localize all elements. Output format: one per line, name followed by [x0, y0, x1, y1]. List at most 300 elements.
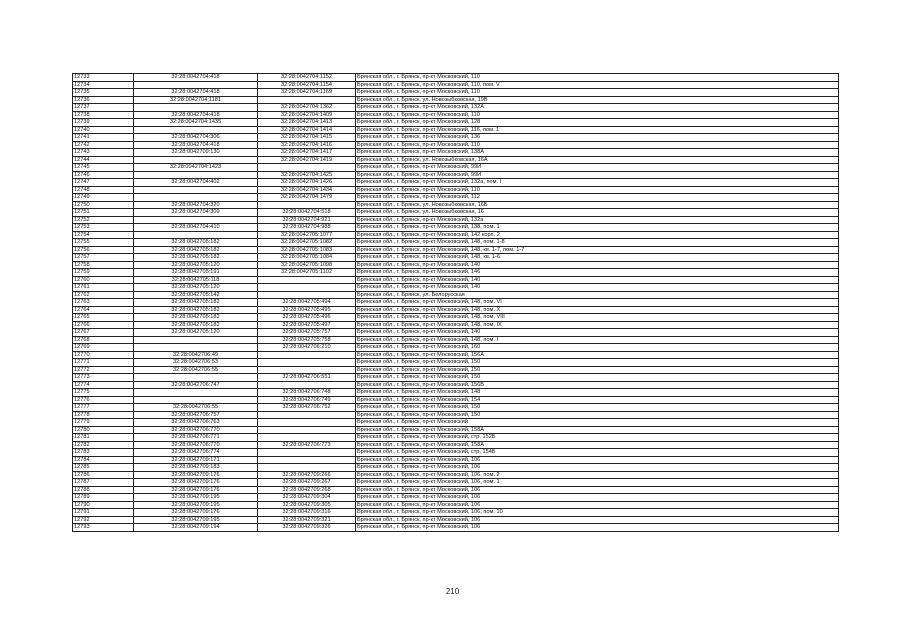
parcel-number-cell: 32:28:0042704:306	[134, 134, 258, 142]
parcel-number-cell	[134, 216, 258, 224]
object-number-cell	[258, 351, 356, 359]
row-number-cell: 12754	[73, 231, 134, 239]
table-row	[73, 284, 839, 292]
table-row	[73, 501, 839, 509]
address-cell: Брянская обл., г. Брянск, пр-кт Московский, 110	[356, 89, 839, 97]
row-number-cell: 12792	[73, 516, 134, 524]
address-cell: Брянская обл., г. Брянск, пр-кт Московский, стр. 152Б	[356, 434, 839, 442]
table-row	[73, 179, 839, 187]
table-row	[73, 404, 839, 412]
address-cell: Брянская обл., г. Брянск, пр-кт Московский, 106	[356, 516, 839, 524]
object-number-cell	[258, 381, 356, 389]
table-row	[73, 89, 839, 97]
object-number-cell	[258, 276, 356, 284]
object-number-cell: 32:28:0042709:268	[258, 486, 356, 494]
table-row	[73, 134, 839, 142]
table-row	[73, 336, 839, 344]
object-number-cell: 32:28:0042709:316	[258, 509, 356, 517]
object-number-cell: 32:28:0042704:1409	[258, 111, 356, 119]
address-cell: Брянская обл., г. Брянск, пр-кт Московский, 148, кв. 1-6	[356, 254, 839, 262]
object-number-cell: 32:28:0042706:551	[258, 374, 356, 382]
row-number-cell: 12785	[73, 464, 134, 472]
object-number-cell: 32:28:0042709:305	[258, 501, 356, 509]
row-number-cell: 12761	[73, 284, 134, 292]
address-cell: Брянская обл., г. Брянск, пр-кт Московский, 106	[356, 501, 839, 509]
table-row	[73, 359, 839, 367]
cadastral-table	[72, 73, 839, 532]
row-number-cell: 12766	[73, 321, 134, 329]
parcel-number-cell	[134, 186, 258, 194]
table-row	[73, 486, 839, 494]
table-row	[73, 389, 839, 397]
parcel-number-cell: 32:28:0042709:195	[134, 516, 258, 524]
table-row	[73, 126, 839, 134]
object-number-cell: 32:28:0042704:1154	[258, 81, 356, 89]
table-row	[73, 509, 839, 517]
row-number-cell: 12741	[73, 134, 134, 142]
address-cell: Брянская обл., г. Брянск, пр-кт Московский, 106, пом. 2	[356, 471, 839, 479]
address-cell: Брянская обл., г. Брянск, ул. Новозыбковская, 16А	[356, 156, 839, 164]
table-row	[73, 239, 839, 247]
parcel-number-cell: 32:28:0042704:418	[134, 141, 258, 149]
object-number-cell: 32:28:0042705:1102	[258, 269, 356, 277]
parcel-number-cell: 32:28:0042705:182	[134, 239, 258, 247]
row-number-cell: 12789	[73, 494, 134, 502]
object-number-cell: 32:28:0042704:1152	[258, 74, 356, 82]
table-row	[73, 104, 839, 112]
parcel-number-cell: 32:28:0042709:176	[134, 479, 258, 487]
parcel-number-cell: 32:28:0042706:55	[134, 366, 258, 374]
parcel-number-cell: 32:28:0042709:176	[134, 471, 258, 479]
parcel-number-cell: 32:28:0042709:194	[134, 524, 258, 532]
row-number-cell: 12758	[73, 261, 134, 269]
row-number-cell: 12750	[73, 201, 134, 209]
table-row	[73, 306, 839, 314]
row-number-cell: 12788	[73, 486, 134, 494]
address-cell: Брянская обл., г. Брянск, пр-кт Московский, 106, пом. 1	[356, 479, 839, 487]
address-cell: Брянская обл., г. Брянск, пр-кт Московский, 132а	[356, 216, 839, 224]
object-number-cell: 32:28:0042709:267	[258, 479, 356, 487]
address-cell: Брянская обл., г. Брянск, пр-кт Московский, 146	[356, 269, 839, 277]
object-number-cell	[258, 426, 356, 434]
table-row	[73, 396, 839, 404]
address-cell: Брянская обл., г. Брянск, пр-кт Московский, 128	[356, 119, 839, 127]
address-cell: Брянская обл., г. Брянск, пр-кт Московский, 106	[356, 456, 839, 464]
parcel-number-cell: 32:28:0042709:130	[134, 149, 258, 157]
address-cell: Брянская обл., г. Брянск, пр-кт Московский, 150	[356, 411, 839, 419]
object-number-cell	[258, 201, 356, 209]
parcel-number-cell: 32:28:0042706:757	[134, 411, 258, 419]
parcel-number-cell	[134, 104, 258, 112]
parcel-number-cell: 32:28:0042706:55	[134, 404, 258, 412]
object-number-cell: 32:28:0042705:495	[258, 306, 356, 314]
address-cell: Брянская обл., г. Брянск, пр-кт Московский, 156В	[356, 381, 839, 389]
address-cell: Брянская обл., г. Брянск, пр-кт Московский, 136	[356, 134, 839, 142]
parcel-number-cell	[134, 336, 258, 344]
table-row	[73, 261, 839, 269]
row-number-cell: 12770	[73, 351, 134, 359]
row-number-cell: 12769	[73, 344, 134, 352]
address-cell: Брянская обл., г. Брянск, пр-кт Московский, 140	[356, 329, 839, 337]
table-row	[73, 119, 839, 127]
address-cell: Брянская обл., г. Брянск, пр-кт Московский, 106, пом. 10	[356, 509, 839, 517]
address-cell: Брянская обл., г. Брянск, пр-кт Московский, 150	[356, 366, 839, 374]
parcel-number-cell: 32:28:0042704:1181	[134, 96, 258, 104]
address-cell: Брянская обл., г. Брянск, пр-кт Московский, 112	[356, 194, 839, 202]
table-row	[73, 449, 839, 457]
row-number-cell: 12793	[73, 524, 134, 532]
table-row	[73, 269, 839, 277]
address-cell: Брянская обл., г. Брянск, пр-кт Московский, 140	[356, 261, 839, 269]
object-number-cell: 32:28:0042704:1415	[258, 134, 356, 142]
parcel-number-cell: 32:28:0042706:770	[134, 426, 258, 434]
address-cell: Брянская обл., г. Брянск, пр-кт Московский, 150	[356, 374, 839, 382]
parcel-number-cell: 32:28:0042705:120	[134, 261, 258, 269]
object-number-cell	[258, 411, 356, 419]
parcel-number-cell: 32:28:0042705:142	[134, 291, 258, 299]
row-number-cell: 12786	[73, 471, 134, 479]
table-row	[73, 516, 839, 524]
object-number-cell	[258, 456, 356, 464]
address-cell: Брянская обл., г. Брянск, пр-кт Московский, стр. 154Б	[356, 449, 839, 457]
object-number-cell: 32:28:0042706:210	[258, 344, 356, 352]
object-number-cell: 32:28:0042704:1426	[258, 179, 356, 187]
address-cell: Брянская обл., г. Брянск, пр-кт Московский, 160	[356, 344, 839, 352]
object-number-cell	[258, 419, 356, 427]
address-cell: Брянская обл., г. Брянск, пр-кт Московский, 142 корп. 2	[356, 231, 839, 239]
cadastral-table-body	[73, 74, 839, 532]
table-row	[73, 81, 839, 89]
table-row	[73, 411, 839, 419]
address-cell: Брянская обл., г. Брянск, пр-кт Московский, 138А	[356, 149, 839, 157]
row-number-cell: 12779	[73, 419, 134, 427]
parcel-number-cell: 32:28:0042706:770	[134, 441, 258, 449]
table-row	[73, 456, 839, 464]
address-cell: Брянская обл., г. Брянск, пр-кт Московский, 140	[356, 276, 839, 284]
row-number-cell: 12764	[73, 306, 134, 314]
parcel-number-cell: 32:28:0042706:49	[134, 351, 258, 359]
table-row	[73, 276, 839, 284]
table-row	[73, 494, 839, 502]
address-cell: Брянская обл., г. Брянск, пр-кт Московский, 150	[356, 359, 839, 367]
parcel-number-cell: 32:28:0042705:120	[134, 284, 258, 292]
parcel-number-cell: 32:28:0042709:176	[134, 486, 258, 494]
object-number-cell	[258, 434, 356, 442]
address-cell: Брянская обл., г. Брянск, пр-кт Московский, 148, кв. 1-7, пом. 1-7	[356, 246, 839, 254]
row-number-cell: 12757	[73, 254, 134, 262]
address-cell: Брянская обл., г. Брянск, пр-кт Московский, 106	[356, 524, 839, 532]
row-number-cell: 12748	[73, 186, 134, 194]
parcel-number-cell: 32:28:0042706:774	[134, 449, 258, 457]
parcel-number-cell: 32:28:0042704:1435	[134, 119, 258, 127]
object-number-cell	[258, 284, 356, 292]
table-row	[73, 171, 839, 179]
object-number-cell: 32:28:0042709:266	[258, 471, 356, 479]
row-number-cell: 12767	[73, 329, 134, 337]
row-number-cell: 12763	[73, 299, 134, 307]
parcel-number-cell	[134, 126, 258, 134]
object-number-cell	[258, 449, 356, 457]
row-number-cell: 12759	[73, 269, 134, 277]
address-cell: Брянская обл., г. Брянск, ул. Новозыбковская, 19В	[356, 96, 839, 104]
object-number-cell	[258, 96, 356, 104]
object-number-cell	[258, 164, 356, 172]
row-number-cell: 12772	[73, 366, 134, 374]
row-number-cell: 12734	[73, 81, 134, 89]
row-number-cell: 12781	[73, 434, 134, 442]
row-number-cell: 12745	[73, 164, 134, 172]
table-row	[73, 366, 839, 374]
object-number-cell: 32:28:0042705:1077	[258, 231, 356, 239]
address-cell: Брянская обл., г. Брянск, пр-кт Московский, 158А	[356, 426, 839, 434]
row-number-cell: 12753	[73, 224, 134, 232]
table-row	[73, 471, 839, 479]
address-cell: Брянская обл., г. Брянск, пр-кт Московский, 156А	[356, 351, 839, 359]
object-number-cell: 32:28:0042704:1479	[258, 194, 356, 202]
row-number-cell: 12747	[73, 179, 134, 187]
table-row	[73, 419, 839, 427]
address-cell: Брянская обл., г. Брянск, пр-кт Московский, 148, пом. VI	[356, 299, 839, 307]
parcel-number-cell: 32:28:0042704:418	[134, 89, 258, 97]
address-cell: Брянская обл., г. Брянск, пр-кт Московский, 106	[356, 464, 839, 472]
row-number-cell: 12787	[73, 479, 134, 487]
parcel-number-cell	[134, 156, 258, 164]
object-number-cell: 32:28:0042704:1169	[258, 89, 356, 97]
object-number-cell: 32:28:0042704:1416	[258, 141, 356, 149]
address-cell: Брянская обл., г. Брянск, пр-кт Московский, 148	[356, 389, 839, 397]
object-number-cell: 32:28:0042706:749	[258, 396, 356, 404]
row-number-cell: 12762	[73, 291, 134, 299]
row-number-cell: 12775	[73, 389, 134, 397]
parcel-number-cell: 32:28:0042705:191	[134, 269, 258, 277]
row-number-cell: 12743	[73, 149, 134, 157]
row-number-cell: 12733	[73, 74, 134, 82]
row-number-cell: 12742	[73, 141, 134, 149]
object-number-cell: 32:28:0042705:1084	[258, 254, 356, 262]
object-number-cell: 32:28:0042704:921	[258, 216, 356, 224]
table-row	[73, 186, 839, 194]
object-number-cell: 32:28:0042704:988	[258, 224, 356, 232]
row-number-cell: 12791	[73, 509, 134, 517]
object-number-cell	[258, 359, 356, 367]
row-number-cell: 12773	[73, 374, 134, 382]
table-row	[73, 464, 839, 472]
address-cell: Брянская обл., г. Брянск, пр-кт Московский, 158А	[356, 441, 839, 449]
row-number-cell: 12749	[73, 194, 134, 202]
row-number-cell: 12783	[73, 449, 134, 457]
page-number: 210	[445, 587, 460, 596]
parcel-number-cell: 32:28:0042705:182	[134, 314, 258, 322]
object-number-cell: 32:28:0042706:773	[258, 441, 356, 449]
row-number-cell: 12752	[73, 216, 134, 224]
table-row	[73, 441, 839, 449]
table-row	[73, 321, 839, 329]
object-number-cell: 32:28:0042705:1098	[258, 261, 356, 269]
address-cell: Брянская обл., г. Брянск, пр-кт Московский, 148, пом. IX	[356, 321, 839, 329]
address-cell: Брянская обл., г. Брянск, пр-кт Московский, 106	[356, 486, 839, 494]
parcel-number-cell: 32:28:0042704:309	[134, 209, 258, 217]
row-number-cell: 12760	[73, 276, 134, 284]
address-cell: Брянская обл., г. Брянск, ул. Белорусская	[356, 291, 839, 299]
row-number-cell: 12751	[73, 209, 134, 217]
row-number-cell: 12778	[73, 411, 134, 419]
row-number-cell: 12739	[73, 119, 134, 127]
parcel-number-cell: 32:28:0042706:747	[134, 381, 258, 389]
address-cell: Брянская обл., г. Брянск, ул. Новозыбковская, 16	[356, 209, 839, 217]
row-number-cell: 12740	[73, 126, 134, 134]
parcel-number-cell: 32:28:0042705:120	[134, 329, 258, 337]
table-row	[73, 194, 839, 202]
table-row	[73, 246, 839, 254]
table-row	[73, 299, 839, 307]
parcel-number-cell	[134, 81, 258, 89]
object-number-cell: 32:28:0042705:1083	[258, 246, 356, 254]
row-number-cell: 12780	[73, 426, 134, 434]
object-number-cell: 32:28:0042704:1419	[258, 156, 356, 164]
parcel-number-cell: 32:28:0042705:182	[134, 299, 258, 307]
parcel-number-cell: 32:28:0042705:182	[134, 246, 258, 254]
parcel-number-cell: 32:28:0042706:771	[134, 434, 258, 442]
table-row	[73, 254, 839, 262]
object-number-cell: 32:28:0042709:326	[258, 524, 356, 532]
object-number-cell: 32:28:0042704:1425	[258, 171, 356, 179]
table-row	[73, 291, 839, 299]
row-number-cell: 12777	[73, 404, 134, 412]
table-row	[73, 479, 839, 487]
address-cell: Брянская обл., г. Брянск, пр-кт Московский, 140	[356, 284, 839, 292]
parcel-number-cell: 32:28:0042709:195	[134, 501, 258, 509]
object-number-cell: 32:28:0042705:758	[258, 336, 356, 344]
object-number-cell	[258, 366, 356, 374]
row-number-cell: 12746	[73, 171, 134, 179]
address-cell: Брянская обл., г. Брянск, пр-кт Московский	[356, 419, 839, 427]
table-row	[73, 381, 839, 389]
address-cell: Брянская обл., г. Брянск, пр-кт Московский, 132А	[356, 104, 839, 112]
table-row	[73, 374, 839, 382]
address-cell: Брянская обл., г. Брянск, пр-кт Московский, 148, пом. X	[356, 306, 839, 314]
parcel-number-cell: 32:28:0042706:763	[134, 419, 258, 427]
row-number-cell: 12737	[73, 104, 134, 112]
row-number-cell: 12784	[73, 456, 134, 464]
table-row	[73, 216, 839, 224]
parcel-number-cell	[134, 389, 258, 397]
address-cell: Брянская обл., г. Брянск, пр-кт Московский, 154	[356, 396, 839, 404]
row-number-cell: 12744	[73, 156, 134, 164]
object-number-cell: 32:28:0042704:1434	[258, 186, 356, 194]
address-cell: Брянская обл., г. Брянск, пр-кт Московский, 110, пом. V	[356, 81, 839, 89]
table-row	[73, 231, 839, 239]
parcel-number-cell	[134, 396, 258, 404]
parcel-number-cell: 32:28:0042704:402	[134, 179, 258, 187]
object-number-cell: 32:28:0042705:496	[258, 314, 356, 322]
parcel-number-cell: 32:28:0042704:418	[134, 111, 258, 119]
address-cell: Брянская обл., г. Брянск, пр-кт Московский, 110	[356, 74, 839, 82]
address-cell: Брянская обл., г. Брянск, пр-кт Московский, 106	[356, 494, 839, 502]
address-cell: Брянская обл., г. Брянск, пр-кт Московский, 99И	[356, 171, 839, 179]
object-number-cell: 32:28:0042706:748	[258, 389, 356, 397]
object-number-cell: 32:28:0042705:497	[258, 321, 356, 329]
table-row	[73, 96, 839, 104]
parcel-number-cell	[134, 231, 258, 239]
parcel-number-cell: 32:28:0042704:1423	[134, 164, 258, 172]
address-cell: Брянская обл., г. Брянск, ул. Новозыбковская, 16Б	[356, 201, 839, 209]
table-row	[73, 524, 839, 532]
parcel-number-cell	[134, 171, 258, 179]
table-row	[73, 344, 839, 352]
table-row	[73, 434, 839, 442]
object-number-cell: 32:28:0042704:1414	[258, 126, 356, 134]
object-number-cell: 32:28:0042705:494	[258, 299, 356, 307]
parcel-number-cell: 32:28:0042705:118	[134, 276, 258, 284]
address-cell: Брянская обл., г. Брянск, пр-кт Московский, 148, пом. I	[356, 336, 839, 344]
object-number-cell: 32:28:0042709:304	[258, 494, 356, 502]
object-number-cell: 32:28:0042705:1082	[258, 239, 356, 247]
table-row	[73, 314, 839, 322]
row-number-cell: 12776	[73, 396, 134, 404]
row-number-cell: 12790	[73, 501, 134, 509]
parcel-number-cell: 32:28:0042704:320	[134, 201, 258, 209]
table-row	[73, 149, 839, 157]
row-number-cell: 12774	[73, 381, 134, 389]
table-row	[73, 201, 839, 209]
address-cell: Брянская обл., г. Брянск, пр-кт Московский, 132а, пом. I	[356, 179, 839, 187]
table-row	[73, 329, 839, 337]
parcel-number-cell: 32:28:0042705:182	[134, 254, 258, 262]
object-number-cell: 32:28:0042704:1362	[258, 104, 356, 112]
parcel-number-cell: 32:28:0042704:410	[134, 224, 258, 232]
object-number-cell: 32:28:0042709:321	[258, 516, 356, 524]
parcel-number-cell: 32:28:0042706:53	[134, 359, 258, 367]
row-number-cell: 12738	[73, 111, 134, 119]
object-number-cell: 32:28:0042706:752	[258, 404, 356, 412]
table-row	[73, 111, 839, 119]
parcel-number-cell: 32:28:0042709:176	[134, 509, 258, 517]
table-row	[73, 224, 839, 232]
row-number-cell: 12768	[73, 336, 134, 344]
address-cell: Брянская обл., г. Брянск, пр-кт Московский, 116, пом. 1	[356, 126, 839, 134]
object-number-cell: 32:28:0042704:518	[258, 209, 356, 217]
parcel-number-cell: 32:28:0042705:182	[134, 306, 258, 314]
object-number-cell	[258, 291, 356, 299]
row-number-cell: 12782	[73, 441, 134, 449]
parcel-number-cell: 32:28:0042705:182	[134, 321, 258, 329]
address-cell: Брянская обл., г. Брянск, пр-кт Московский, 110	[356, 111, 839, 119]
object-number-cell: 32:28:0042704:1417	[258, 149, 356, 157]
parcel-number-cell: 32:28:0042709:171	[134, 456, 258, 464]
parcel-number-cell	[134, 344, 258, 352]
table-row	[73, 156, 839, 164]
address-cell: Брянская обл., г. Брянск, пр-кт Московский, 138, пом. 1	[356, 224, 839, 232]
parcel-number-cell: 32:28:0042709:195	[134, 494, 258, 502]
row-number-cell: 12756	[73, 246, 134, 254]
address-cell: Брянская обл., г. Брянск, пр-кт Московский, 110	[356, 186, 839, 194]
table-row	[73, 141, 839, 149]
row-number-cell: 12771	[73, 359, 134, 367]
table-row	[73, 74, 839, 82]
parcel-number-cell	[134, 374, 258, 382]
row-number-cell: 12736	[73, 96, 134, 104]
table-row	[73, 209, 839, 217]
parcel-number-cell	[134, 194, 258, 202]
row-number-cell: 12765	[73, 314, 134, 322]
row-number-cell: 12755	[73, 239, 134, 247]
parcel-number-cell: 32:28:0042704:418	[134, 74, 258, 82]
parcel-number-cell: 32:28:0042709:183	[134, 464, 258, 472]
object-number-cell: 32:28:0042705:757	[258, 329, 356, 337]
address-cell: Брянская обл., г. Брянск, пр-кт Московский, 110	[356, 141, 839, 149]
row-number-cell: 12735	[73, 89, 134, 97]
address-cell: Брянская обл., г. Брянск, пр-кт Московский, 148, пом. VIII	[356, 314, 839, 322]
